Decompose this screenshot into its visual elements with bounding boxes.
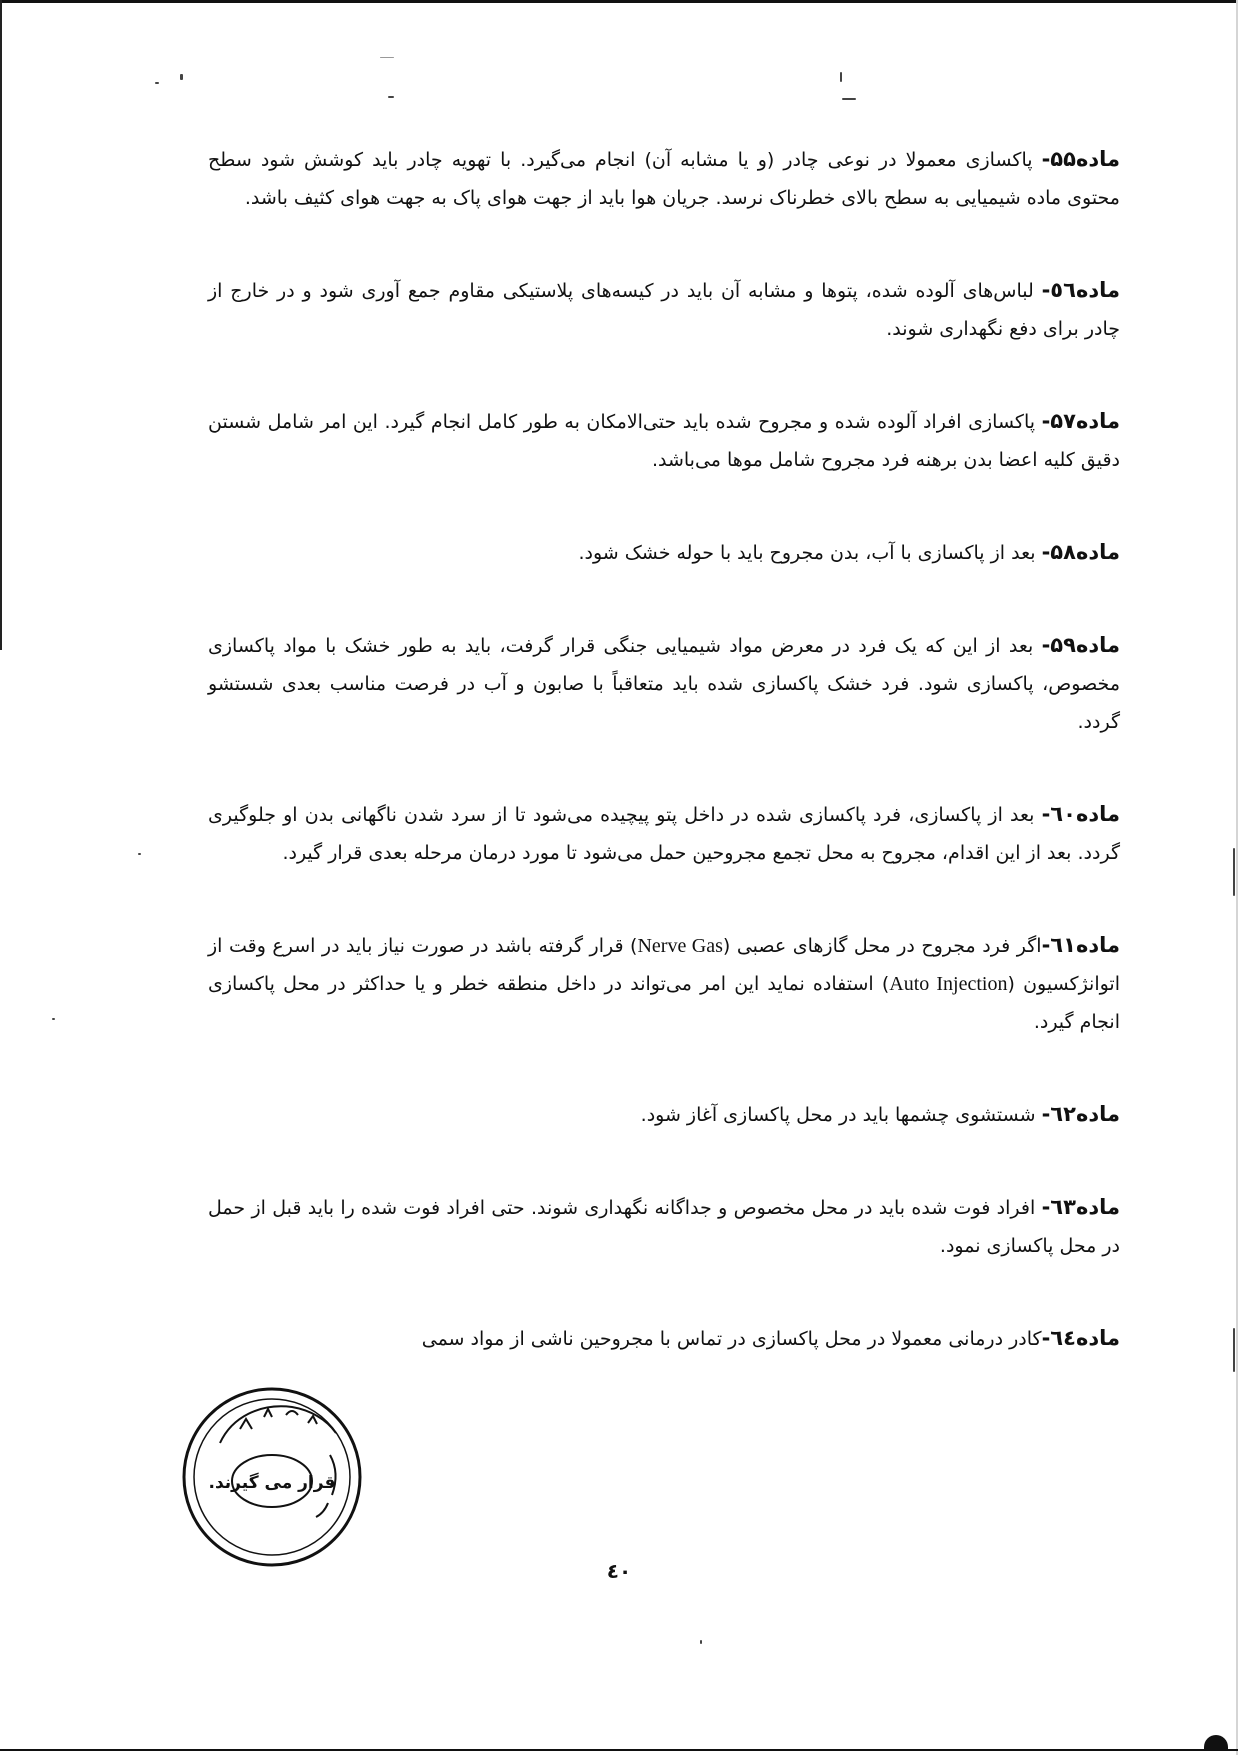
article-heading: ماده۵۷- (1041, 409, 1120, 433)
bottom-scan-edge (0, 1749, 1238, 1751)
article-heading: ماده٦١- (1041, 933, 1120, 957)
article-heading: ماده۵۸- (1041, 540, 1120, 564)
article-text: ) استفاده نماید این امر می‌تواند در داخل منطقه خطر و یا حداکثر در محل پاکسازی انجام گیرد. (208, 973, 1120, 1033)
article-heading: ماده٦٤- (1041, 1326, 1120, 1350)
scan-speck (840, 72, 842, 82)
scan-speck (155, 82, 159, 84)
article-text: بعد از این که یک فرد در معرض مواد شیمیایی جنگی قرار گرفت، باید به طور خشک با مواد پاکسازی مخصوص، پاکسازی شود. فرد خشک پاکسازی شده باید متعاقباً با صابون و آب در فرصت مناسب بعدی شستشو گردد. (208, 635, 1120, 733)
article-text: پاکسازی معمولا در نوعی چادر (و یا مشابه آن) انجام می‌گیرد. با تهویه چادر باید کوشش شود سطح محتوی ماده شیمیایی به سطح بالای خطرناک نرسد. جریان هوا باید از جهت هوای پاک به جهت هوای کثیف باشد. (208, 149, 1120, 209)
stamp-inner-text: قرار می گیرند. (208, 1473, 336, 1493)
article-57 (208, 402, 1120, 479)
stamp-script-arc (220, 1406, 336, 1443)
official-stamp-seal (180, 1385, 364, 1569)
top-scan-edge (0, 0, 1238, 3)
article-heading: ماده٦٢- (1041, 1102, 1120, 1126)
article-heading: ماده٥٦- (1041, 278, 1120, 302)
scan-speck (380, 57, 394, 58)
article-58 (208, 533, 1120, 572)
article-text: کادر درمانی معمولا در محل پاکسازی در تماس با مجروحین ناشی از مواد سمی (421, 1328, 1042, 1350)
article-text: بعد از پاکسازی با آب، بدن مجروح باید با حوله خشک شود. (578, 542, 1042, 564)
scan-speck (1233, 1328, 1235, 1372)
article-56 (208, 271, 1120, 348)
article-63 (208, 1188, 1120, 1265)
scan-speck (1233, 848, 1235, 896)
article-text: لباس‌های آلوده شده، پتوها و مشابه آن باید در کیسه‌های پلاستیکی مقاوم جمع آوری شود و در خارج از چادر برای دفع نگهداری شوند. (208, 280, 1120, 340)
article-heading: ماده٦٠- (1041, 802, 1120, 826)
article-text: ) قرار گرفته باشد در صورت نیاز باید در اسرع وقت از اتوانژکسیون ( (208, 935, 1121, 995)
article-heading: ماده٦٣- (1041, 1195, 1120, 1219)
article-62 (208, 1095, 1120, 1134)
article-55 (208, 140, 1120, 217)
article-text: شستشوی چشمها باید در محل پاکسازی آغاز شود. (640, 1104, 1042, 1126)
scan-speck (138, 853, 141, 855)
left-scan-edge (0, 0, 2, 650)
scan-smudge (1204, 1735, 1228, 1749)
scan-speck (52, 1018, 55, 1020)
english-term-nerve-gas: Nerve Gas (637, 935, 723, 957)
article-text: بعد از پاکسازی، فرد پاکسازی شده در داخل پتو پیچیده می‌شود تا از سرد شدن ناگهانی بدن او جلوگیری گردد. بعد از این اقدام، مجروح به محل تجمع مجروحین حمل می‌شود تا مورد درمان مرحله بعدی قرار گیرد. (208, 804, 1120, 864)
scan-speck (700, 1640, 702, 1644)
article-61 (208, 926, 1120, 1041)
article-64 (208, 1319, 1120, 1358)
document-body (208, 140, 1120, 1412)
scan-speck (842, 98, 856, 100)
article-59 (208, 626, 1120, 741)
article-text: افراد فوت شده باید در محل مخصوص و جداگانه نگهداری شوند. حتی افراد فوت شده را باید قبل از حمل در محل پاکسازی نمود. (208, 1197, 1120, 1257)
scan-speck (180, 74, 183, 80)
article-heading: ماده۵۵- (1041, 147, 1120, 171)
scan-speck (388, 96, 394, 98)
page-number: ٤٠ (606, 1559, 632, 1583)
article-text: اگر فرد مجروح در محل گازهای عصبی ( (722, 935, 1042, 957)
article-60 (208, 795, 1120, 872)
article-text: پاکسازی افراد آلوده شده و مجروح شده باید حتی‌الامکان به طور کامل انجام گیرد. این امر شامل شستن دقیق کلیه اعضا بدن برهنه فرد مجروح شامل موها می‌باشد. (208, 411, 1120, 471)
english-term-auto-injection: Auto Injection (889, 973, 1008, 995)
article-heading: ماده۵۹- (1041, 633, 1120, 657)
